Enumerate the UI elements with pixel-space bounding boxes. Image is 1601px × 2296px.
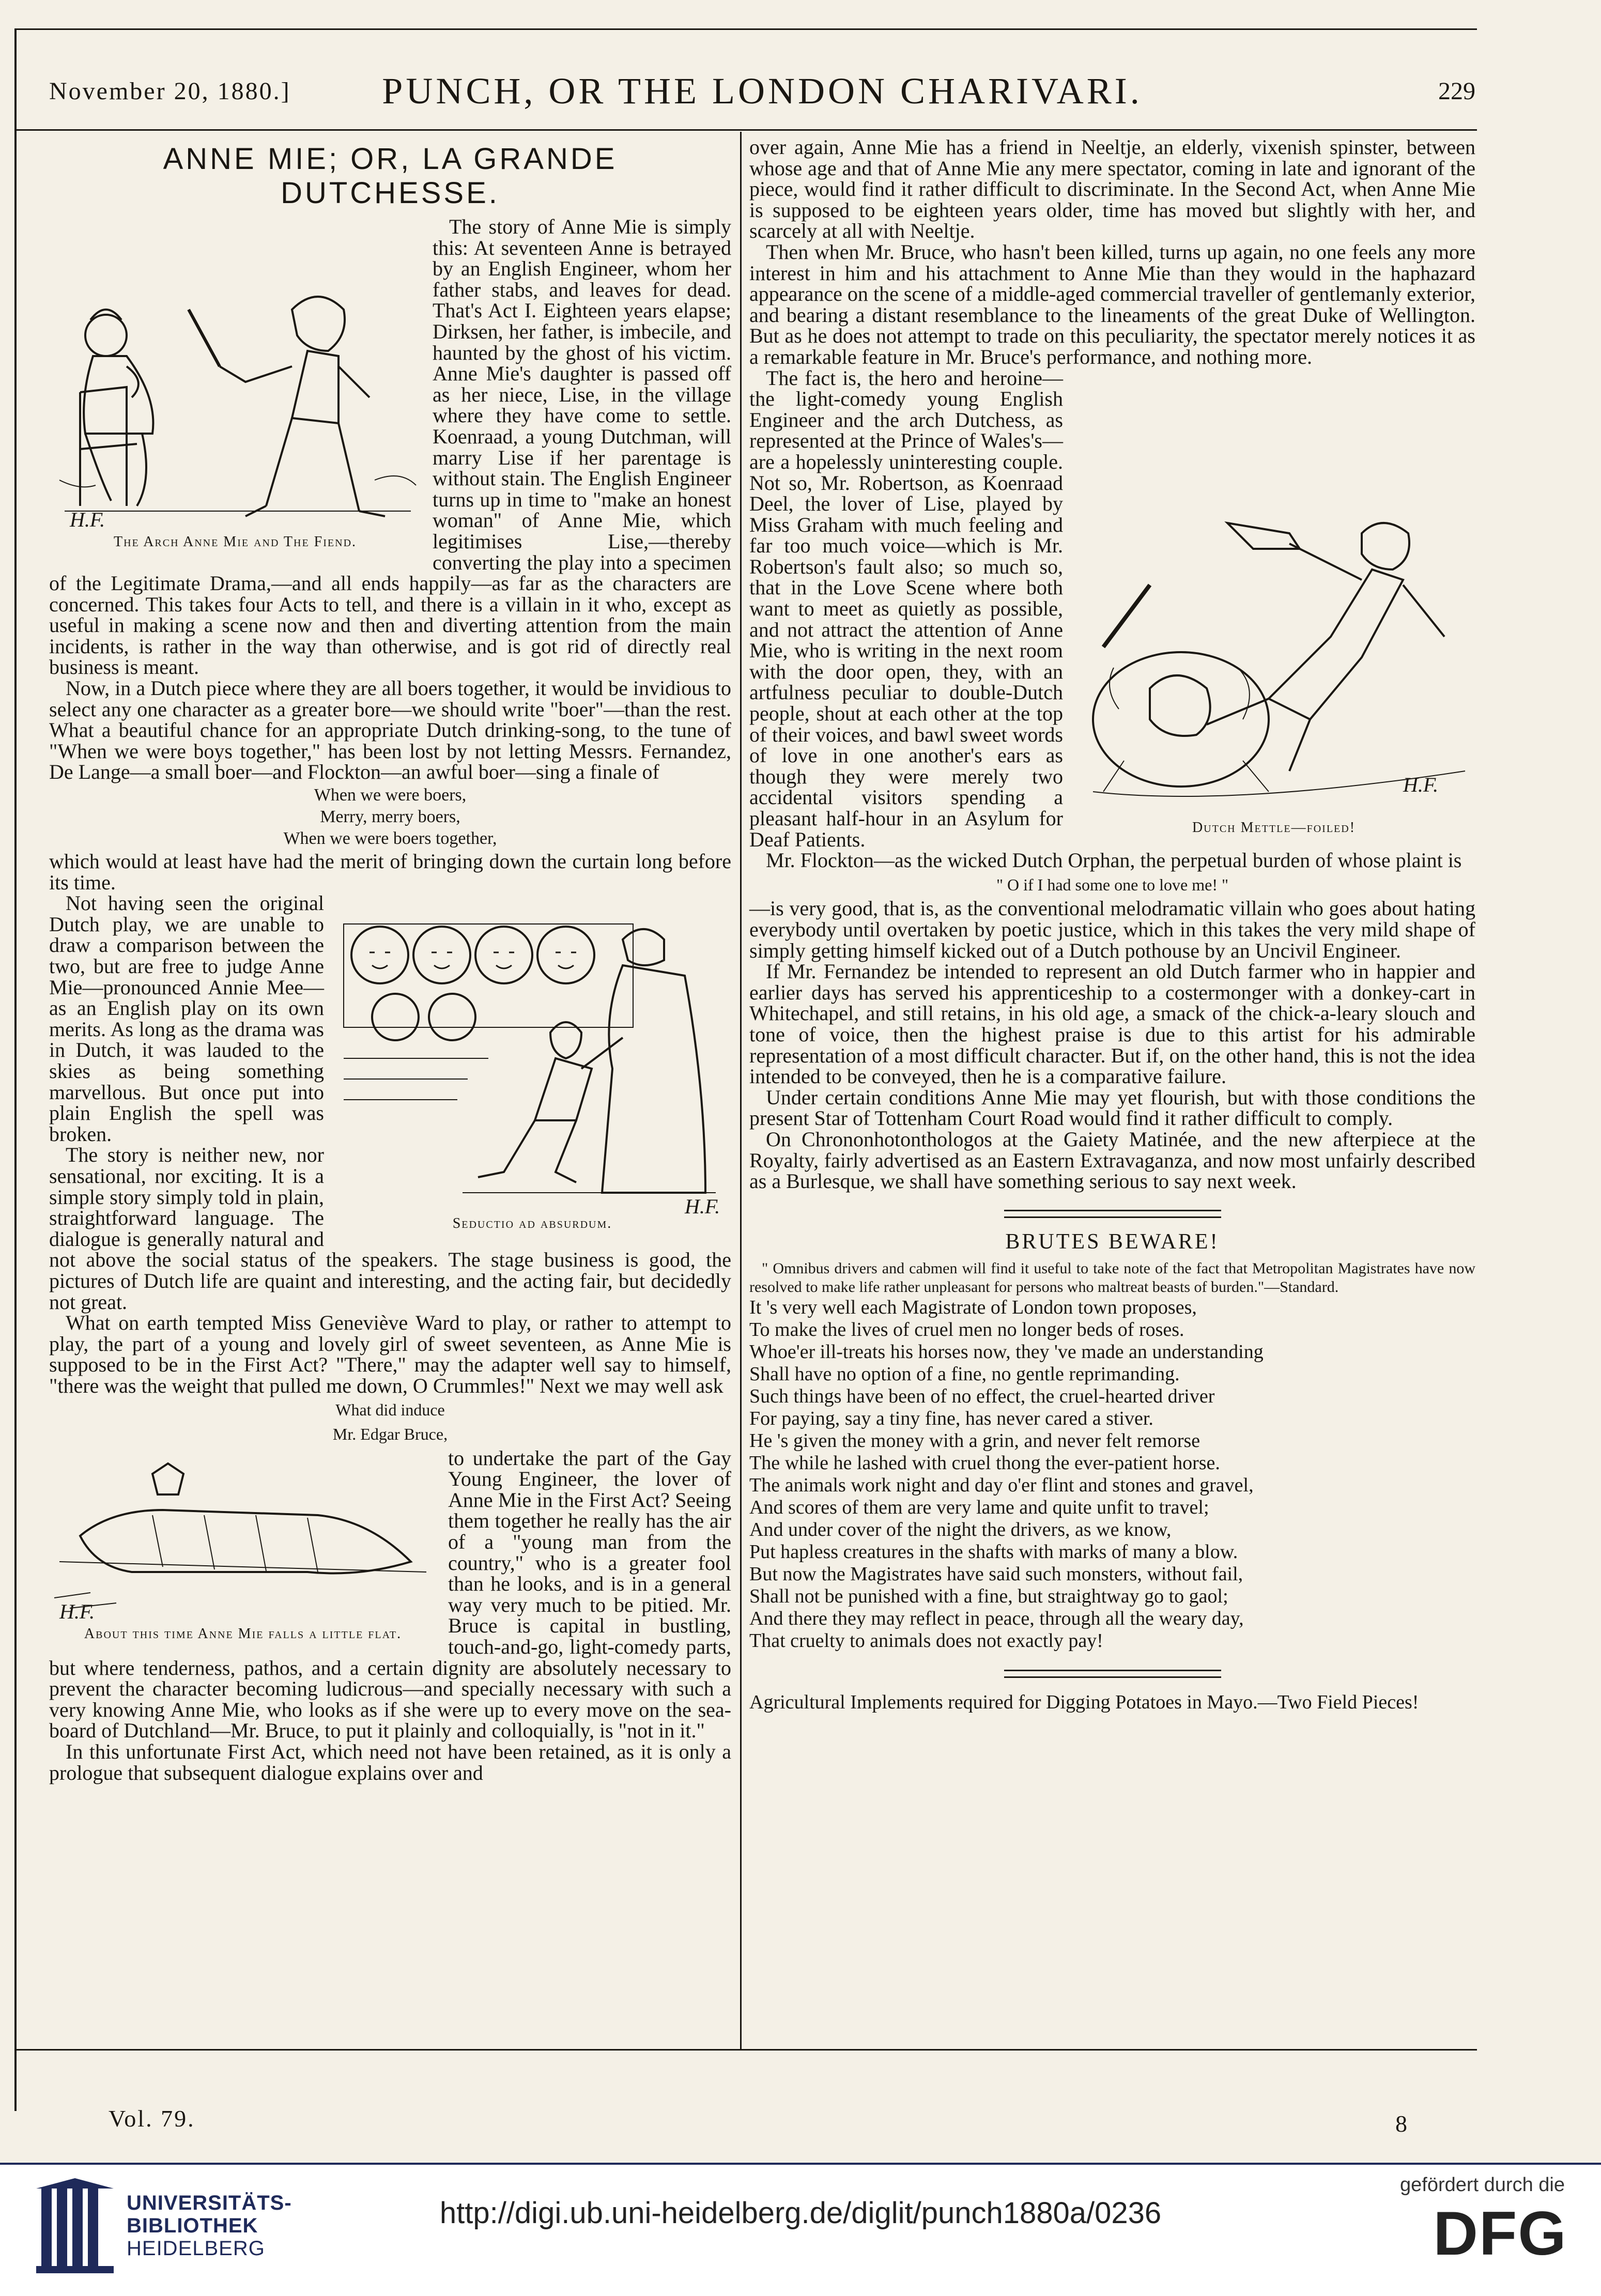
poem-line: Whoe'er ill-treats his horses now, they 've made an understanding (749, 1341, 1264, 1363)
paragraph: Not having seen the original Dutch play, we are unable to draw a comparison between the two, but are free to judge Anne Mie—pronounced Annie Mee—as an English play on its own merits. As long as the drama was in Dutch, it was lauded to the skies as being something marvellous. But once put into plain English the spell was broken. (49, 891, 324, 1146)
poem-line: Shall not be punished with a fine, but straightway go to gaol; (749, 1585, 1228, 1608)
dutch-mettle-drawing (1072, 502, 1475, 818)
seductio-drawing (333, 903, 731, 1213)
verse-line: When we were boers, (314, 785, 467, 805)
paragraph: What on earth tempted Miss Geneviève Ward to play, or rather to attempt to play, the part of a young and lovely girl of sweet seventeen, as Anne Mie is supposed to be in the First Act? "There," may the adapter well say to himself, "there was the weight that pulled me down, O Crummles!" Next we may well ask (49, 1311, 731, 1397)
illustration-anne-mie-and-fiend (49, 263, 421, 550)
poem-brutes-beware (749, 1297, 1475, 1652)
library-name-line: HEIDELBERG (127, 2237, 265, 2260)
poem-line: He 's given the money with a grin, and never felt remorse (749, 1430, 1200, 1452)
poem-line: Shall have no option of a fine, no gentle reprimanding. (749, 1363, 1180, 1385)
poem-epigraph: " Omnibus drivers and cabmen will find it useful to take note of the fact that Metropolitan Magistrates have now resolved to make life rather unpleasant for persons who maltreat beasts of burden."—Standard. (749, 1260, 1475, 1296)
signature-mark: 8 (1395, 2110, 1407, 2137)
verse-line: What did induce (335, 1400, 445, 1420)
running-head (49, 70, 1475, 129)
paragraph: The fact is, the hero and heroine—the light-comedy young English Engineer and the arch Dutchess, as represented at the Prince of Wales's—are a hopelessly uninteresting couple. Not so, Mr. Robertson, as Koenraad Deel, the lover of Lise, played by Miss Graham with much feeling and far too much voice—which is Mr. Robertson's fault also; so much so, that in the Love Scene where both want to meet as quietly as possible, and not attract the attention of Anne Mie, who is writing in the next room with the door open, they, with an artfulness peculiar to double-Dutch people, shout at each other at the top of their voices, and bawl sweet words of love in one another's ears as though they were merely two accidental visitors spending a pleasant half-hour in an Asylum for Deaf Patients. (749, 366, 1063, 851)
poem-line: And under cover of the night the drivers, as we know, (749, 1519, 1172, 1541)
column-divider (740, 132, 742, 2049)
permalink-url[interactable]: http://digi.ub.uni-heidelberg.de/diglit/punch1880a/0236 (439, 2196, 1162, 2230)
funding-label: gefördert durch die (1400, 2174, 1565, 2196)
paragraph: The story is neither new, nor sensational, nor exciting. It is a simple story simply told in plain, straightforward language. The dialogue is generally natural and not above the social status of the speakers. The stage business is good, the pictures of Dutch life are quaint and interesting, and the acting fair, but decidedly not great. (49, 1143, 731, 1314)
anne-mie-falls-drawing (49, 1453, 437, 1624)
caption-arch-anne-mie: The Arch Anne Mie and The Fiend. (113, 534, 357, 550)
illustration-seductio (333, 903, 731, 1232)
poem-line: But now the Magistrates have said such monsters, without fail, (749, 1563, 1243, 1585)
section-rule (1004, 1676, 1221, 1678)
paragraph: Mr. Flockton—as the wicked Dutch Orphan, the perpetual burden of whose plaint is (766, 849, 1462, 872)
section-rule (1004, 1210, 1221, 1211)
paragraph: If Mr. Fernandez be intended to represent an old Dutch farmer who in happier and earlier days has served his apprenticeship to a costermonger with a donkey-cart in Whitechapel, and still retains, in his old age, a smack of the chick-a-leary slouch and tone of voice, then the highest praise is due to this artist for his admirable representation of a most difficult character. But if, on the other hand, this is not the idea intended to be conveyed, then he is a comparative failure. (749, 960, 1475, 1088)
library-name-line: BIBLIOTHEK (127, 2214, 258, 2237)
page-number: 229 (1438, 78, 1475, 105)
poem-line: It 's very well each Magistrate of London town proposes, (749, 1297, 1197, 1319)
paragraph-agricultural: Agricultural Implements required for Digging Potatoes in Mayo.—Two Field Pieces! (749, 1691, 1419, 1714)
issue-date: November 20, 1880.] (49, 78, 291, 105)
caption-dutch-mettle: Dutch Mettle—foiled! (1192, 819, 1356, 836)
svg-text:H.F.: H.F. (1403, 773, 1439, 796)
poem-title: BRUTES BEWARE! (1005, 1229, 1220, 1254)
article-title: ANNE MIE; OR, LA GRANDE DUTCHESSE. (163, 142, 618, 210)
verse-line: Merry, merry boers, (320, 807, 460, 827)
svg-text:H.F.: H.F. (685, 1195, 720, 1214)
poem-line: The while he lashed with cruel thong the ever-patient horse. (749, 1452, 1220, 1474)
digitization-footer (0, 2163, 1601, 2296)
poem-line: The animals work night and day o'er flint and stones and gravel, (749, 1474, 1254, 1497)
paragraph: —is very good, that is, as the conventional melodramatic villain who goes about hating everybody until overtaken by poetic justice, which in this takes the very mild shape of simply getting himself kicked out of a Dutch pothouse by an Uncivil Engineer. (749, 897, 1475, 962)
poem-line: That cruelty to animals does not exactly pay! (749, 1630, 1103, 1652)
header-rule (14, 129, 1477, 131)
poem-line: And scores of them are very lame and quite unfit to travel; (749, 1497, 1209, 1519)
illustration-dutch-mettle (1072, 502, 1475, 836)
page-left-rule (14, 28, 17, 2111)
paragraph: to undertake the part of the Gay Young Engineer, the lover of Anne Mie in the First Act? Seeing them together he really has the air of a "young man from the country," who is a greater fool than he looks, and is in a general way very much to be pitied. Mr. Bruce is capital in bustling, touch-and-go, light-comedy parts, but where tenderness, pathos, and a certain dignity are absolutely necessary to prevent the character becoming ludicrous—and specially necessary with such a very knowing Anne Mie, who looks as if she were up to every move on the sea-board of Dutchland—Mr. Bruce, to put it plainly and colloquially, is "not in it." (49, 1446, 731, 1743)
dfg-logo-text: DFG (1433, 2203, 1567, 2265)
paragraph: which would at least have had the merit of bringing down the curtain long before its time. (49, 850, 731, 894)
section-rule (1004, 1670, 1221, 1671)
volume-number: Vol. 79. (109, 2105, 195, 2132)
paragraph: The story of Anne Mie is simply this: At seventeen Anne is betrayed by an English Engineer, whom her father stabs, and leaves for dead. That's Act I. Eighteen years elapse; Dirksen, her father, is imbecile, and haunted by the ghost of his victim. Anne Mie's daughter is passed off as her niece, Lise, in the village where they have come to settle. Koenraad, a young Dutchman, will marry Lise if her parentage is without stain. The English Engineer turns up in time to "make an honest woman" of Anne Mie, which legitimises Lise,—thereby converting the play into a specimen of the Legitimate Drama,—and all ends happily—as far as the characters are concerned. This takes four Acts to tell, and there is a villain in it who, except as useful in making a scene now and then and diverting attention from the main incidents, is rather in the way than otherwise, and is got rid of directly real business is meant. (49, 215, 731, 679)
verse-line: " O if I had some one to love me! " (996, 875, 1229, 894)
library-name-line: UNIVERSITÄTS- (127, 2192, 292, 2214)
paragraph: Then when Mr. Bruce, who hasn't been killed, turns up again, no one feels any more interest in him and his attachment to Anne Mie than they would in the haphazard appearance on the scene of a middle-aged commercial traveller of gentlemanly exterior, and bearing a distant resemblance to the lineaments of the great Duke of Wellington. But as he does not attempt to trade on this peculiarity, the spectator merely notices it as a remarkable feature in Mr. Bruce's performance, and nothing more. (749, 240, 1475, 368)
svg-text:H.F.: H.F. (70, 508, 105, 531)
svg-text:H.F.: H.F. (59, 1599, 95, 1623)
left-column (49, 137, 731, 2294)
paragraph: Under certain conditions Anne Mie may yet flourish, but with those conditions the present Star of Tottenham Court Road would find it rather difficult to comply. (749, 1085, 1475, 1130)
verse-line: Mr. Edgar Bruce, (332, 1425, 448, 1444)
publication-title: PUNCH, OR THE LONDON CHARIVARI. (382, 70, 1143, 112)
poem-line: Put hapless creatures in the shafts with marks of many a blow. (749, 1541, 1238, 1563)
page-top-rule (14, 28, 1477, 30)
dfg-logo-icon (1430, 2203, 1570, 2265)
illustration-anne-mie-falls (49, 1453, 437, 1642)
right-column (749, 137, 1475, 2294)
paragraph: Now, in a Dutch piece where they are all boers together, it would be invidious to select any one character as a greater bore—we should write "boer"—than the rest. What a beautiful chance for an appropriate Dutch drinking-song, to the tune of "When we were boys together," has been lost by not letting Messrs. Fernandez, De Lange—a small boer—and Flockton—an awful boer—sing a finale of (49, 676, 731, 784)
anne-mie-fiend-drawing (49, 263, 421, 532)
poem-line: For paying, say a tiny fine, has never cared a stiver. (749, 1408, 1153, 1430)
paragraph: In this unfortunate First Act, which need not have been retained, as it is only a prologue that subsequent dialogue explains over and (49, 1739, 731, 1784)
verse-line: When we were boers together, (283, 829, 497, 849)
caption-seductio: Seductio ad absurdum. (452, 1215, 612, 1232)
poem-line: And there they may reflect in peace, through all the weary day, (749, 1608, 1244, 1630)
poem-line: Such things have been of no effect, the cruel-hearted driver (749, 1385, 1215, 1408)
section-rule (1004, 1216, 1221, 1218)
poem-line: To make the lives of cruel men no longer beds of roses. (749, 1319, 1184, 1341)
paragraph: over again, Anne Mie has a friend in Neeltje, an elderly, vixenish spinster, between whose age and that of Anne Mie any mere spectator, coming in late and ignorant of the piece, would find it rather difficult to discriminate. In the Second Act, when Anne Mie is supposed to be eighteen years older, time has moved but slightly with her, and scarcely at all with Neeltje. (749, 135, 1475, 243)
paragraph: On Chrononhotonthologos at the Gaiety Matinée, and the new afterpiece at the Royalty, fairly advertised as an Eastern Extravaganza, and now most unfairly described as a Burlesque, we shall have something serious to say next week. (749, 1127, 1475, 1193)
caption-anne-mie-falls: About this time Anne Mie falls a little flat. (84, 1625, 402, 1642)
